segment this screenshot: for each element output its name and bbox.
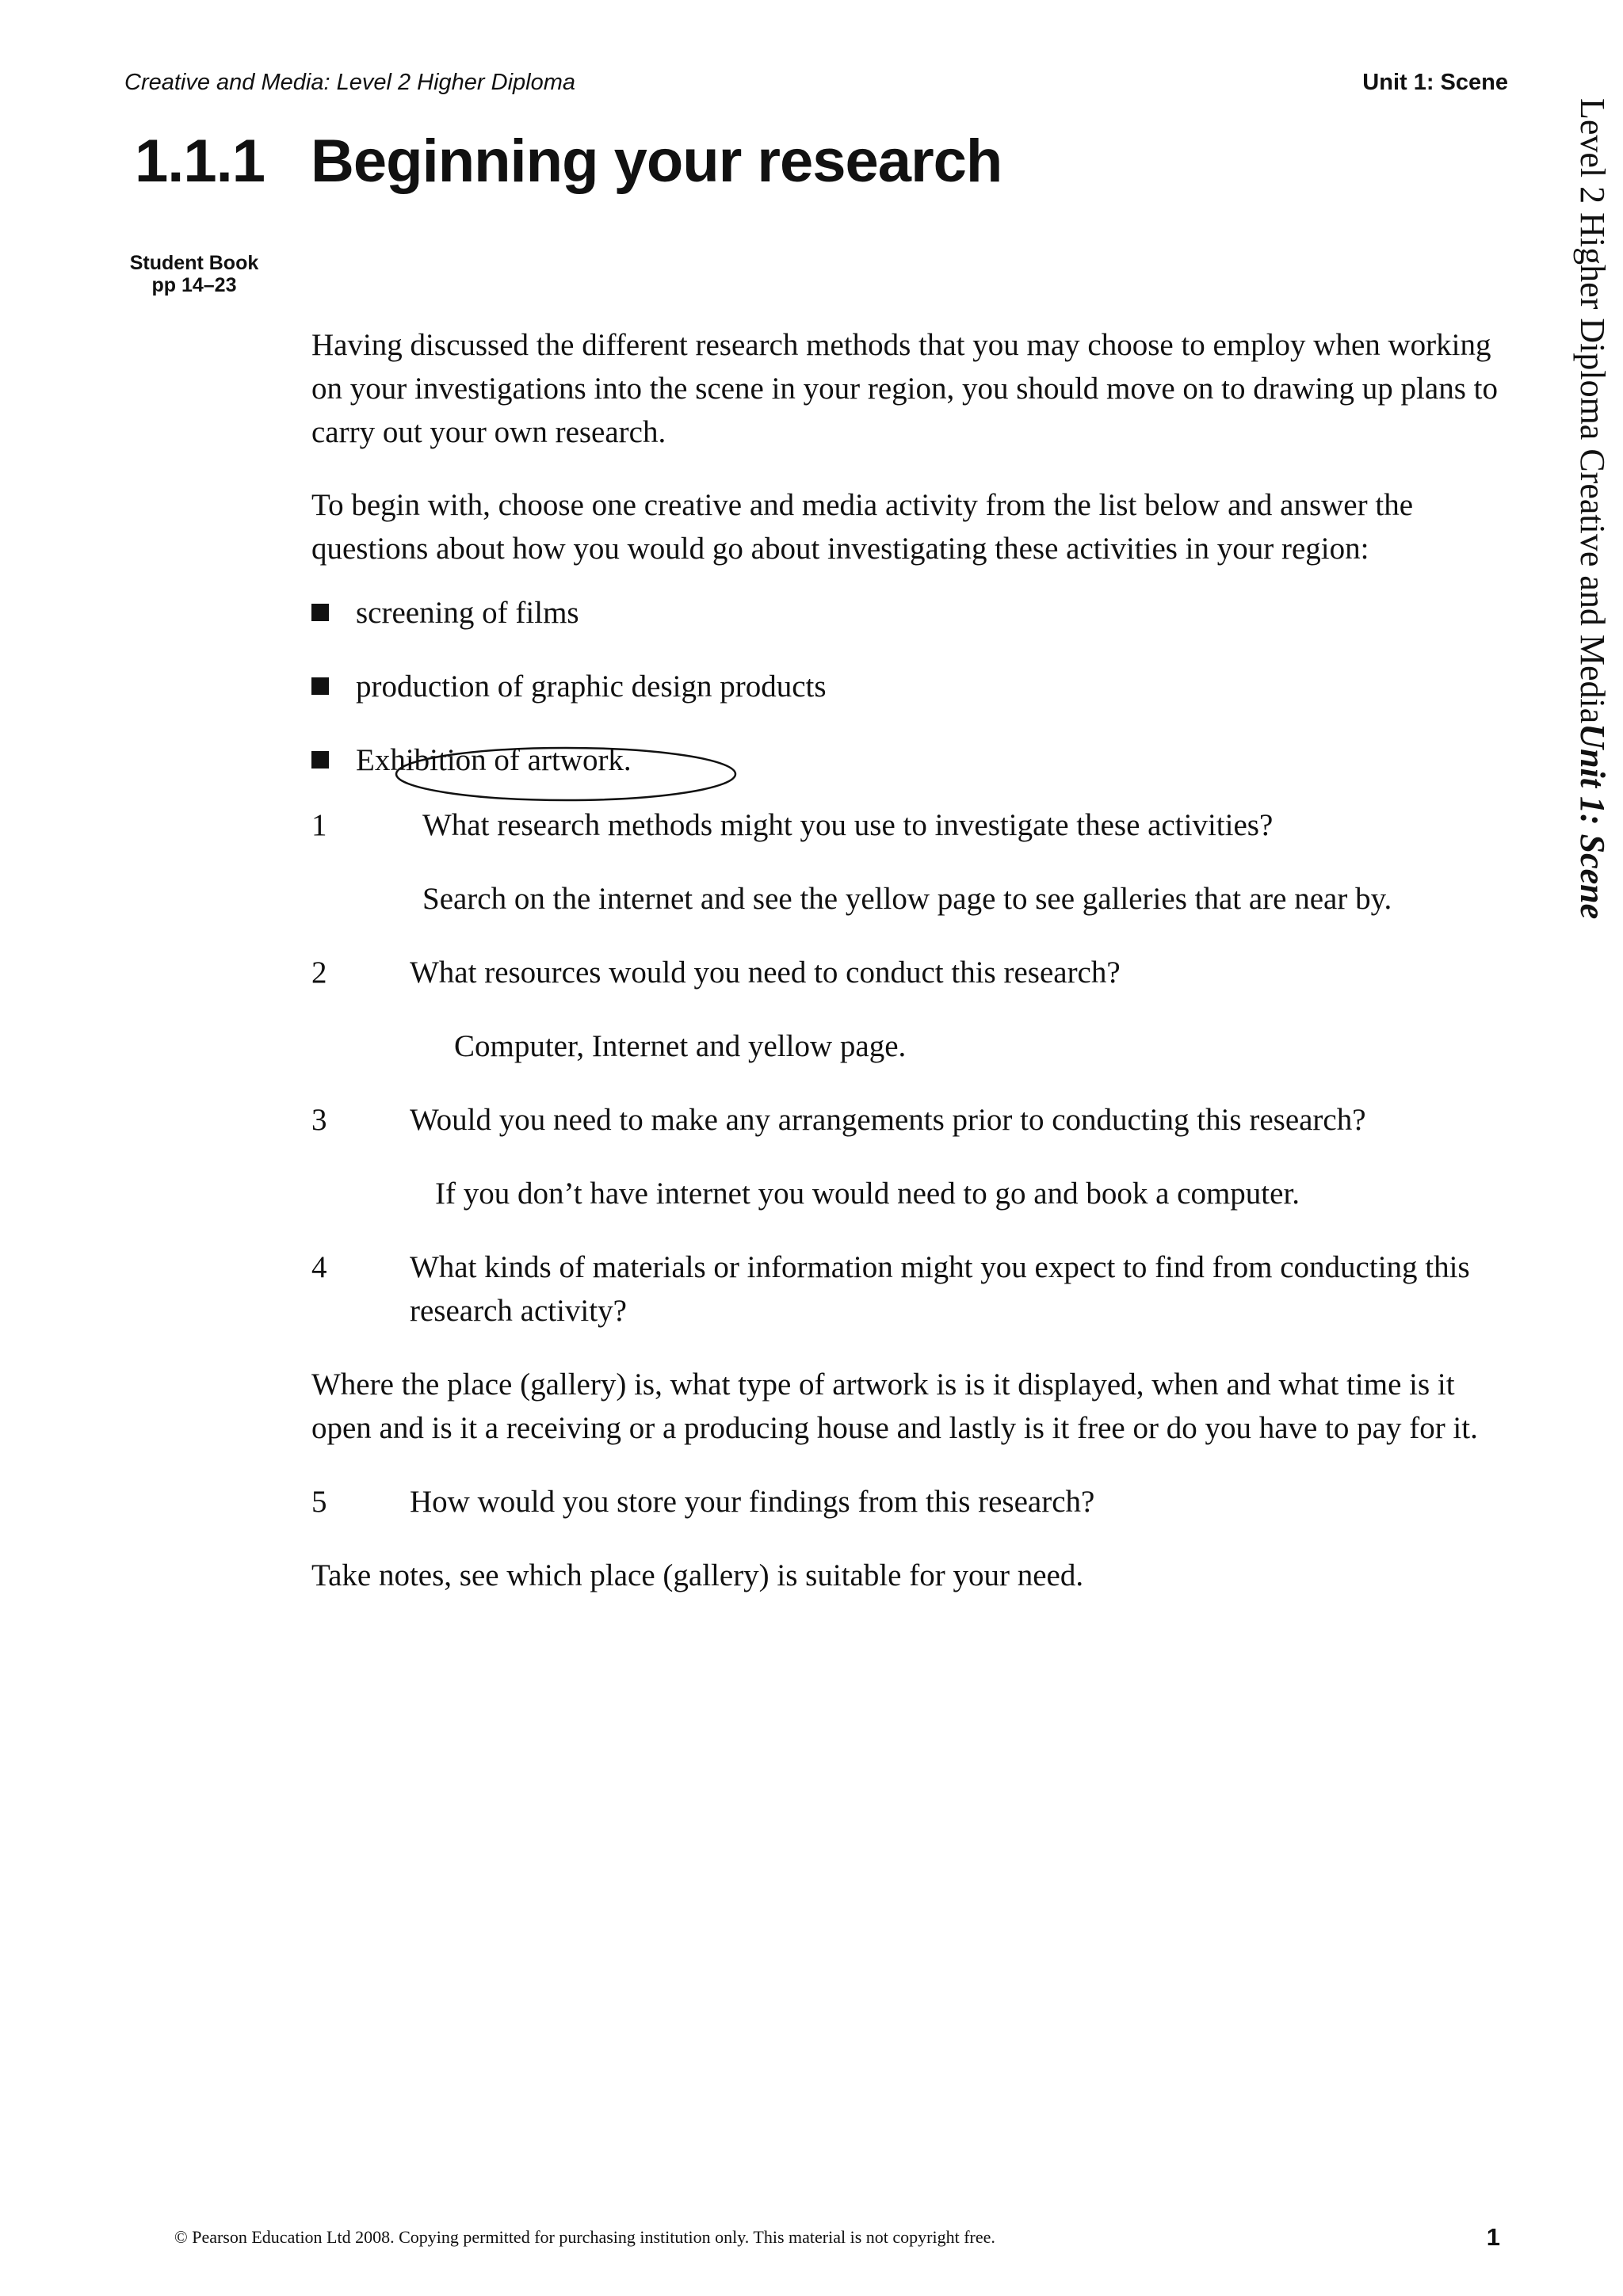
section-title: Beginning your research: [311, 128, 1002, 195]
student-book-reference: [111, 252, 277, 296]
answer-1: Search on the internet and see the yellow page to see galleries that are near by.: [422, 882, 1392, 916]
question-text: Would you need to make any arrangements prior to conducting this research?: [410, 1103, 1366, 1137]
answer-5: Take notes, see which place (gallery) is suitable for your need.: [311, 1558, 1084, 1592]
intro-paragraph: Having discussed the different research methods that you may choose to employ when working on your investigations into the scene in your region, you should move on to drawing up plans to carry out your own research.: [311, 328, 1498, 449]
question-text: What kinds of materials or information might you expect to find from conducting this research activity?: [410, 1250, 1470, 1328]
side-title-regular: Level 2 Higher Diploma Creative and Media: [1573, 98, 1612, 724]
side-title-unit: Unit 1: Scene: [1573, 723, 1612, 920]
section-number: 1.1.1: [135, 128, 265, 195]
answer-2: Computer, Internet and yellow page.: [454, 1029, 907, 1063]
vertical-side-title: [1572, 98, 1613, 919]
list-item: [311, 591, 1500, 665]
question-text: What resources would you need to conduct this research?: [410, 955, 1121, 990]
question-number: 3: [311, 1103, 327, 1137]
answer-4: Where the place (gallery) is, what type of artwork is is it displayed, when and what time is it open and is it a receiving or a producing house and lastly is it free or do you have to pay for it.: [311, 1367, 1478, 1445]
bullet-square-icon: [311, 751, 329, 769]
list-item: [311, 665, 1500, 738]
list-item: [311, 738, 1500, 803]
question-text: How would you store your findings from this research?: [410, 1485, 1095, 1519]
list-item-text: production of graphic design products: [356, 669, 827, 704]
list-item-text: Exhibition of artwork.: [356, 743, 632, 777]
sidenote-line-2: pp 14–23: [151, 274, 237, 296]
page-title: [135, 127, 1002, 196]
question-number: 2: [311, 955, 327, 990]
header-left: Creative and Media: Level 2 Higher Diploma: [124, 70, 576, 95]
bullet-square-icon: [311, 604, 329, 621]
bullet-square-icon: [311, 677, 329, 695]
instruction-paragraph: To begin with, choose one creative and media activity from the list below and answer the questions about how you would go about investigating these activities in your region:: [311, 488, 1414, 566]
question-2: [311, 951, 1500, 994]
list-item-text: screening of films: [356, 596, 579, 630]
header-right: Unit 1: Scene: [1362, 70, 1508, 95]
question-1: [311, 803, 1500, 847]
document-body: [311, 323, 1500, 1627]
question-4: [311, 1245, 1500, 1333]
question-number: 4: [311, 1250, 327, 1284]
question-5: [311, 1480, 1500, 1524]
answer-3: If you don’t have internet you would need to go and book a computer.: [435, 1177, 1300, 1211]
footer-copyright: © Pearson Education Ltd 2008. Copying permitted for purchasing institution only. This material is not copyright free.: [174, 2227, 995, 2247]
sidenote-line-1: Student Book: [129, 252, 259, 274]
page-number: 1: [1486, 2223, 1500, 2251]
question-number: 5: [311, 1485, 327, 1519]
question-3: [311, 1098, 1500, 1142]
question-number: 1: [311, 808, 327, 842]
question-text: What research methods might you use to investigate these activities?: [422, 808, 1274, 842]
